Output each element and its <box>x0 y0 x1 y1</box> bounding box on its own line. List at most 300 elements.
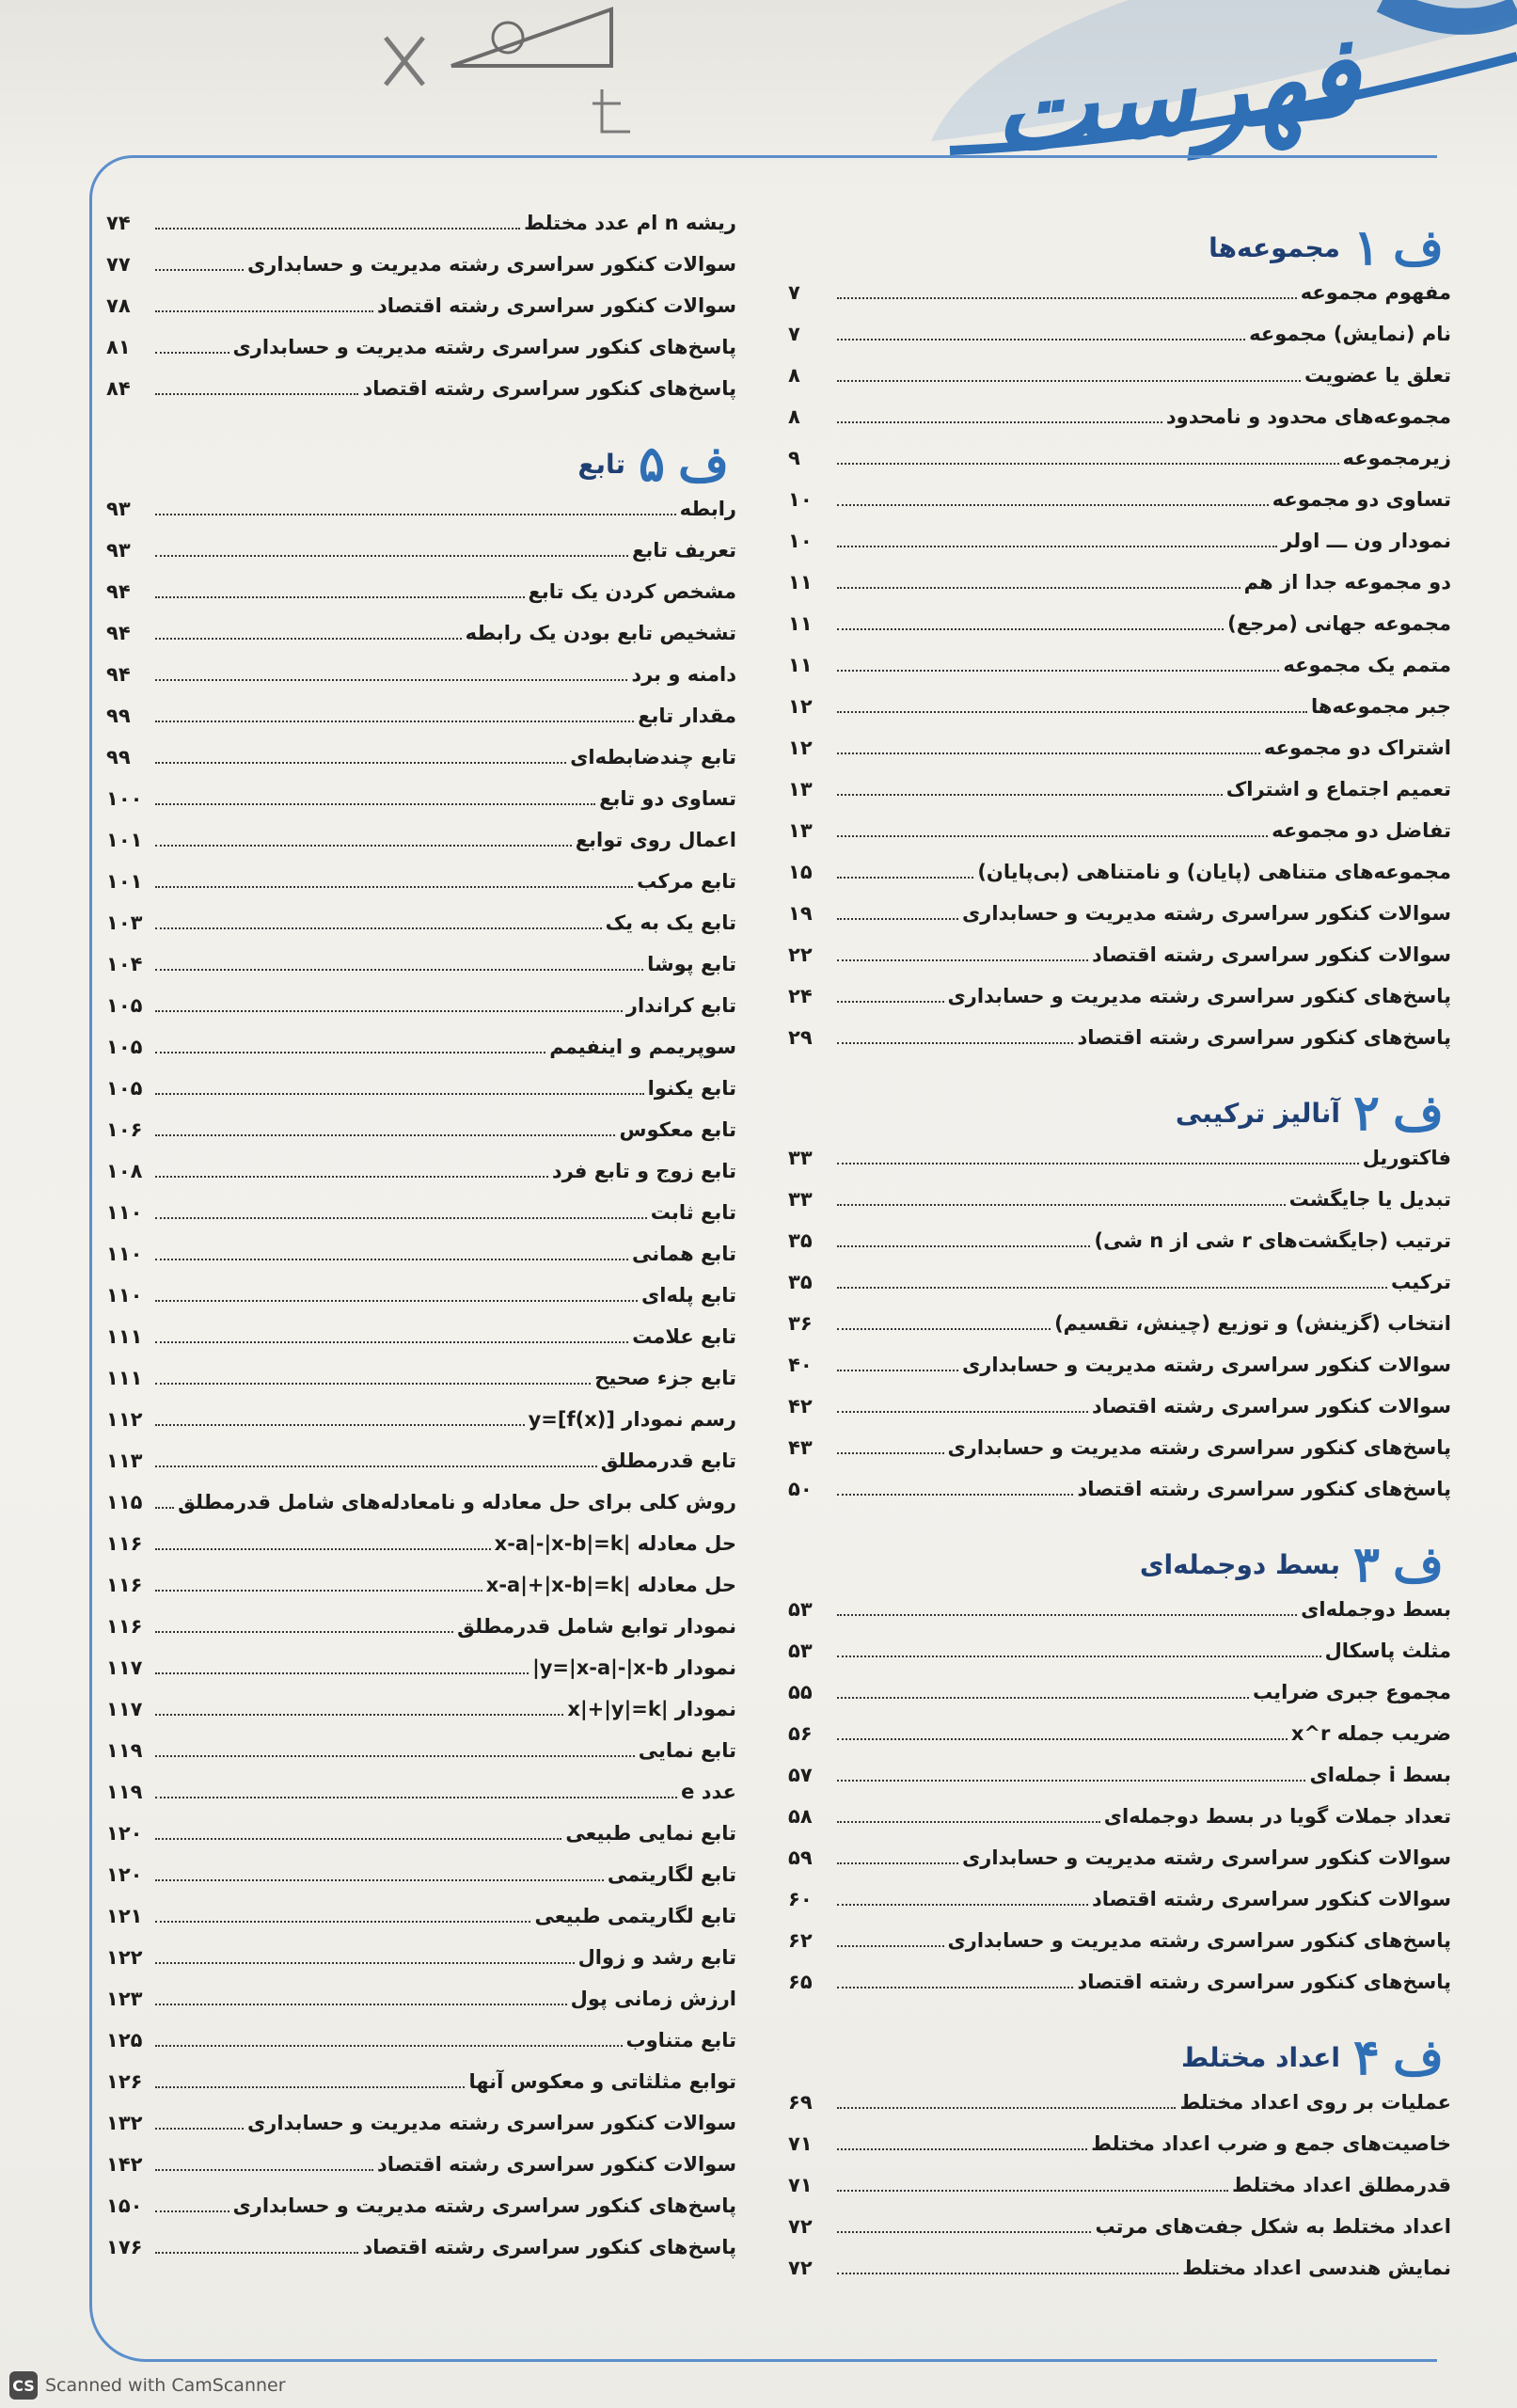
toc-entry <box>788 1846 1451 1888</box>
page-number: ۷ <box>788 323 800 345</box>
chapter-prefix: ف <box>678 435 729 493</box>
toc-entry <box>106 539 736 580</box>
entry-title: ضریب جمله x^r <box>1290 1722 1451 1745</box>
toc-entry <box>106 2194 736 2236</box>
dot-leader <box>155 1287 638 1302</box>
dot-leader <box>155 1204 647 1219</box>
toc-entry <box>106 2236 736 2277</box>
entry-title: اشتراک دو مجموعه <box>1263 737 1451 759</box>
entry-title: سوالات کنکور سراسری رشته مدیریت و حسابداری <box>962 1846 1451 1869</box>
dot-leader <box>837 1439 944 1454</box>
dot-leader <box>155 1908 530 1923</box>
entry-title: تشخیص تابع بودن یک رابطه <box>465 622 736 644</box>
entry-title: تابع مرکب <box>637 870 736 893</box>
dot-leader <box>837 1932 944 1947</box>
entry-title: تابع قدرمطلق <box>600 1450 736 1472</box>
dot-leader <box>155 256 244 271</box>
chapter-heading <box>788 1530 1451 1598</box>
toc-entry <box>106 663 736 705</box>
entry-title: سوالات کنکور سراسری رشته مدیریت و حسابداری <box>962 1354 1451 1376</box>
toc-entry <box>788 1395 1451 1436</box>
page-number: ۱۱۲ <box>106 1408 143 1431</box>
entry-title: مجموعه‌های متناهی (پایان) و نامتناهی (بی‌پایان) <box>977 861 1451 883</box>
dot-leader <box>837 657 1279 672</box>
page-number: ۶۲ <box>788 1929 813 1952</box>
page-number: ۱۵۰ <box>106 2194 143 2217</box>
toc-entry <box>788 2091 1451 2132</box>
chapter-number: ۴ <box>1353 2028 1380 2086</box>
entry-title: پاسخ‌های کنکور سراسری رشته مدیریت و حسابداری <box>947 1436 1451 1459</box>
page-number: ۳۵ <box>788 1271 813 1293</box>
page-number: ۷۱ <box>788 2174 813 2196</box>
entry-title: سوالات کنکور سراسری رشته مدیریت و حسابداری <box>247 2112 736 2134</box>
entry-title: فاکتوریل <box>1362 1147 1451 1169</box>
entry-title: سوپریمم و اینفیمم <box>549 1036 736 1058</box>
entry-title: تابع همانی <box>632 1243 736 1265</box>
dot-leader <box>155 1866 604 1881</box>
page-number: ۱۰۶ <box>106 1118 143 1141</box>
page-number: ۸۱ <box>106 336 131 358</box>
page-number: ۱۱۳ <box>106 1450 143 1472</box>
dot-leader <box>155 997 623 1012</box>
dot-leader <box>837 905 958 920</box>
dot-leader <box>837 1891 1088 1906</box>
toc-entry <box>106 2112 736 2153</box>
entry-title: تابع یک به یک <box>605 911 736 934</box>
page-number: ۷۴ <box>106 212 131 234</box>
dot-leader <box>837 2135 1087 2150</box>
toc-right-column <box>788 202 1451 2298</box>
dot-leader <box>837 1973 1073 1988</box>
dot-leader <box>837 615 1224 630</box>
page-number: ۹۴ <box>106 663 131 686</box>
dot-leader <box>155 1038 545 1054</box>
chapter-title: آنالیز ترکیبی <box>1175 1097 1340 1129</box>
entry-title: اعداد مختلط به شکل جفت‌های مرتب <box>1095 2215 1451 2238</box>
entry-title: رابطه <box>679 498 736 520</box>
dot-leader <box>837 1191 1286 1206</box>
entry-title: مجموعه‌های محدود و نامحدود <box>1165 405 1451 428</box>
dot-leader <box>837 1356 958 1371</box>
toc-entry <box>106 746 736 787</box>
entry-title: سوالات کنکور سراسری رشته مدیریت و حسابداری <box>962 902 1451 925</box>
dot-leader <box>155 297 373 312</box>
dot-leader <box>155 1328 628 1343</box>
toc-entry <box>106 2029 736 2070</box>
toc-entry <box>106 829 736 870</box>
dot-leader <box>155 500 676 515</box>
dot-leader <box>155 1535 491 1550</box>
dot-leader <box>155 1990 567 2005</box>
dot-leader <box>155 1080 644 1095</box>
entry-title: تابع لگاریتمی <box>607 1863 736 1886</box>
dot-leader <box>837 1274 1387 1289</box>
dot-leader <box>837 1766 1305 1782</box>
dot-leader <box>155 1163 548 1178</box>
entry-title: سوالات کنکور سراسری رشته مدیریت و حسابداری <box>247 253 736 276</box>
entry-title: نمودار ون ـــ اولر <box>1281 530 1451 552</box>
dot-leader <box>155 1659 529 1674</box>
toc-entry <box>106 953 736 994</box>
entry-title: تابع جزء صحیح <box>594 1367 736 1389</box>
toc-entry <box>106 622 736 663</box>
dot-leader <box>155 542 628 557</box>
page-number: ۵۵ <box>788 1681 813 1703</box>
entry-title: پاسخ‌های کنکور سراسری رشته اقتصاد <box>1077 1478 1451 1500</box>
entry-title: توابع مثلثاتی و معکوس آنها <box>468 2070 736 2093</box>
toc-entry <box>106 336 736 377</box>
dot-leader <box>155 625 462 640</box>
page-number: ۱۱۷ <box>106 1656 143 1679</box>
dot-leader <box>837 863 973 879</box>
entry-title: رسم نمودار y=[f(x)] <box>528 1408 736 1431</box>
camscanner-logo: CS <box>9 2371 38 2400</box>
entry-title: تابع پوشا <box>647 953 736 975</box>
toc-entry <box>106 1905 736 1946</box>
chapter-number: ۵ <box>639 435 665 493</box>
toc-entry <box>106 498 736 539</box>
dot-leader <box>155 832 572 847</box>
toc-entry <box>788 1188 1451 1229</box>
entry-title: تساوی دو تابع <box>599 787 736 810</box>
entry-title: تابع علامت <box>632 1325 736 1348</box>
page-number: ۱۱۱ <box>106 1325 143 1348</box>
toc-entry <box>788 1971 1451 2012</box>
dot-leader <box>155 2239 358 2254</box>
page-number: ۱۰۰ <box>106 787 143 810</box>
toc-entry <box>788 571 1451 612</box>
entry-title: تابع ثابت <box>650 1201 736 1224</box>
toc-entry <box>788 1271 1451 1312</box>
entry-title: پاسخ‌های کنکور سراسری رشته اقتصاد <box>1077 1026 1451 1049</box>
entry-title: بسط دوجمله‌ای <box>1301 1598 1451 1621</box>
toc-entry <box>106 2070 736 2112</box>
chapter-prefix: ف <box>1393 2028 1444 2086</box>
page-number: ۷۲ <box>788 2215 813 2238</box>
entry-title: تابع کراندار <box>625 994 736 1017</box>
entry-title: تابع زوج و تابع فرد <box>551 1160 736 1182</box>
toc-entry <box>788 737 1451 778</box>
page-number: ۵۳ <box>788 1640 813 1662</box>
page-number: ۱۲۵ <box>106 2029 143 2052</box>
entry-title: تابع یکنوا <box>647 1077 736 1100</box>
toc-entry <box>788 1436 1451 1478</box>
entry-title: مشخص کردن یک تابع <box>528 580 736 603</box>
page-number: ۱۱۹ <box>106 1739 143 1762</box>
page-number: ۱۵ <box>788 861 813 883</box>
toc-entry <box>106 377 736 419</box>
entry-title: تعداد جملات گویا در بسط دوجمله‌ای <box>1103 1805 1451 1828</box>
watermark-text: Scanned with CamScanner <box>45 2375 286 2396</box>
page-number: ۷۸ <box>106 294 131 317</box>
page-number: ۱۹ <box>788 902 813 925</box>
toc-entry <box>788 2174 1451 2215</box>
chapter-heading <box>788 2023 1451 2091</box>
dot-leader <box>837 698 1307 713</box>
toc-entry <box>788 1929 1451 1971</box>
toc-entry <box>788 405 1451 447</box>
page-number: ۹۳ <box>106 498 131 520</box>
page-number: ۱۷۶ <box>106 2236 143 2258</box>
pencil-doodle <box>310 0 743 150</box>
toc-entry <box>106 1822 736 1863</box>
toc-entry <box>788 323 1451 364</box>
page-number: ۱۱۵ <box>106 1491 143 1513</box>
toc-entry <box>788 1681 1451 1722</box>
page-number: ۹۹ <box>106 705 131 727</box>
toc-entry <box>788 364 1451 405</box>
dot-leader <box>837 1642 1321 1657</box>
chapter-heading <box>788 1079 1451 1147</box>
entry-title: تابع نمایی طبیعی <box>565 1822 736 1845</box>
page-number: ۱۰ <box>788 488 813 511</box>
toc-entry <box>106 1201 736 1243</box>
dot-leader <box>837 325 1245 341</box>
dot-leader <box>837 1029 1073 1044</box>
entry-title: زیرمجموعه <box>1342 447 1451 469</box>
dot-leader <box>155 1370 591 1385</box>
dot-leader <box>837 2177 1228 2192</box>
entry-title: سوالات کنکور سراسری رشته اقتصاد <box>1091 1395 1451 1418</box>
entry-title: سوالات کنکور سراسری رشته اقتصاد <box>376 2153 736 2176</box>
page-title: فهرست <box>986 8 1366 179</box>
toc-entry <box>788 2257 1451 2298</box>
entry-title: تفاضل دو مجموعه <box>1272 819 1451 842</box>
dot-leader <box>155 1411 525 1426</box>
toc-entry <box>106 1367 736 1408</box>
dot-leader <box>155 1701 563 1716</box>
dot-leader <box>837 946 1088 961</box>
page-number: ۱۱۹ <box>106 1781 143 1803</box>
page-number: ۵۳ <box>788 1598 813 1621</box>
entry-title: متمم یک مجموعه <box>1283 654 1451 676</box>
dot-leader <box>155 1576 482 1592</box>
chapter-number: ۳ <box>1353 1535 1380 1593</box>
dot-leader <box>837 1684 1249 1699</box>
entry-title: انتخاب (گزینش) و توزیع (چینش، تقسیم) <box>1054 1312 1451 1335</box>
chapter-title: مجموعه‌ها <box>1209 231 1340 263</box>
dot-leader <box>837 532 1277 547</box>
dot-leader <box>155 707 634 722</box>
entry-title: نمودار |x|+|y|=k <box>567 1698 736 1720</box>
page-number: ۱۲ <box>788 695 813 718</box>
dot-leader <box>155 1452 597 1467</box>
chapter-number: ۲ <box>1353 1084 1380 1142</box>
dot-leader <box>155 1618 453 1633</box>
toc-left-column <box>106 212 736 2277</box>
dot-leader <box>837 988 944 1003</box>
toc-entry <box>788 1312 1451 1354</box>
toc-entry <box>106 1739 736 1781</box>
dot-leader <box>837 1601 1297 1616</box>
page-number: ۱۱ <box>788 654 813 676</box>
entry-title: ترتیب (جایگشت‌های r شی از n شی) <box>1094 1229 1451 1252</box>
page-number: ۱۲۰ <box>106 1863 143 1886</box>
entry-title: تابع پله‌ای <box>641 1284 736 1307</box>
dot-leader <box>155 380 358 395</box>
toc-entry <box>788 902 1451 943</box>
entry-title: تابع لگاریتمی طبیعی <box>534 1905 736 1927</box>
toc-entry <box>788 1640 1451 1681</box>
page-number: ۸ <box>788 405 800 428</box>
page-number: ۶۵ <box>788 1971 813 1993</box>
page-number: ۸ <box>788 364 800 387</box>
chapter-prefix: ف <box>1393 1084 1444 1142</box>
camscanner-watermark <box>0 2363 339 2408</box>
dot-leader <box>155 2032 623 2047</box>
entry-title: تابع متناوب <box>625 2029 736 2052</box>
toc-entry <box>788 1147 1451 1188</box>
dot-leader <box>837 822 1268 837</box>
page-number: ۹ <box>788 447 800 469</box>
entry-title: عملیات بر روی اعداد مختلط <box>1179 2091 1451 2114</box>
toc-entry <box>788 1026 1451 1068</box>
page-number: ۵۷ <box>788 1764 813 1786</box>
toc-entry <box>106 1450 736 1491</box>
chapter-prefix: ف <box>1393 1535 1444 1593</box>
dot-leader <box>155 1783 677 1798</box>
toc-entry <box>788 1354 1451 1395</box>
entry-title: پاسخ‌های کنکور سراسری رشته مدیریت و حسابداری <box>947 1929 1451 1952</box>
entry-title: تابع رشد و زوال <box>577 1946 736 1969</box>
toc-entry <box>788 943 1451 985</box>
dot-leader <box>837 367 1301 382</box>
dot-leader <box>155 666 627 681</box>
chapter-title: بسط دوجمله‌ای <box>1139 1548 1340 1580</box>
entry-title: تعمیم اجتماع و اشتراک <box>1225 778 1451 800</box>
toc-entry <box>106 1656 736 1698</box>
page-number: ۴۲ <box>788 1395 813 1418</box>
page-number: ۱۱۱ <box>106 1367 143 1389</box>
page-number: ۷۱ <box>788 2132 813 2155</box>
entry-title: پاسخ‌های کنکور سراسری رشته مدیریت و حسابداری <box>232 336 736 358</box>
entry-title: ریشه n ام عدد مختلط <box>524 212 736 234</box>
entry-title: روش کلی برای حل معادله و نامعادله‌های شامل قدرمطلق <box>178 1491 736 1513</box>
chapter-title: اعداد مختلط <box>1181 2041 1340 2073</box>
page-number: ۱۰۵ <box>106 994 143 1017</box>
page-number: ۳۳ <box>788 1147 813 1169</box>
page-number: ۲۴ <box>788 985 813 1007</box>
entry-title: پاسخ‌های کنکور سراسری رشته اقتصاد <box>1077 1971 1451 1993</box>
dot-leader <box>837 2259 1178 2274</box>
page-number: ۵۸ <box>788 1805 813 1828</box>
entry-title: اعمال روی توابع <box>575 829 736 851</box>
entry-title: قدرمطلق اعداد مختلط <box>1232 2174 1451 2196</box>
entry-title: تبدیل یا جایگشت <box>1288 1188 1451 1211</box>
dot-leader <box>155 583 525 598</box>
chapter-number: ۱ <box>1353 218 1380 277</box>
dot-leader <box>155 790 595 805</box>
page-number: ۳۶ <box>788 1312 813 1335</box>
page-number: ۴۰ <box>788 1354 813 1376</box>
toc-entry <box>106 1988 736 2029</box>
dot-leader <box>155 1121 615 1136</box>
dot-leader <box>155 2073 465 2088</box>
toc-entry <box>106 212 736 253</box>
dot-leader <box>837 1398 1088 1413</box>
dot-leader <box>837 408 1162 423</box>
dot-leader <box>837 574 1240 589</box>
dot-leader <box>837 1149 1359 1164</box>
dot-leader <box>837 1481 1073 1496</box>
entry-title: سوالات کنکور سراسری رشته اقتصاد <box>1091 1888 1451 1910</box>
dot-leader <box>837 284 1297 299</box>
toc-entry <box>106 787 736 829</box>
toc-entry <box>106 1491 736 1532</box>
toc-entry <box>106 1408 736 1450</box>
toc-entry <box>788 1478 1451 1519</box>
dot-leader <box>155 1494 174 1509</box>
page-number: ۳۳ <box>788 1188 813 1211</box>
page-number: ۷۷ <box>106 253 131 276</box>
page-number: ۱۲ <box>788 737 813 759</box>
page-number: ۲۹ <box>788 1026 813 1049</box>
toc-entry <box>788 695 1451 737</box>
toc-entry <box>106 1698 736 1739</box>
dot-leader <box>155 1742 635 1757</box>
page-number: ۷۲ <box>788 2257 813 2279</box>
page-number: ۴۳ <box>788 1436 813 1459</box>
page-number: ۱۱۰ <box>106 1201 143 1224</box>
page-number: ۱۰۸ <box>106 1160 143 1182</box>
dot-leader <box>155 914 602 929</box>
toc-entry <box>106 994 736 1036</box>
page-number: ۱۲۱ <box>106 1905 143 1927</box>
dot-leader <box>837 1315 1051 1330</box>
page-number: ۱۲۶ <box>106 2070 143 2093</box>
toc-entry <box>106 1160 736 1201</box>
toc-entry <box>788 861 1451 902</box>
entry-title: نمایش هندسی اعداد مختلط <box>1182 2257 1451 2279</box>
page-number: ۵۰ <box>788 1478 813 1500</box>
entry-title: مجموع جبری ضرایب <box>1252 1681 1451 1703</box>
entry-title: تعلق یا عضویت <box>1304 364 1451 387</box>
entry-title: دامنه و برد <box>631 663 736 686</box>
page-number: ۱۱ <box>788 571 813 594</box>
toc-entry <box>788 985 1451 1026</box>
toc-entry <box>106 1118 736 1160</box>
page-number: ۱۰ <box>788 530 813 552</box>
page-number: ۱۱۷ <box>106 1698 143 1720</box>
toc-entry <box>788 447 1451 488</box>
dot-leader <box>837 739 1260 754</box>
dot-leader <box>155 873 633 888</box>
dot-leader <box>155 1245 628 1260</box>
toc-entry <box>106 1077 736 1118</box>
page-number: ۱۱۶ <box>106 1574 143 1596</box>
entry-title: پاسخ‌های کنکور سراسری رشته اقتصاد <box>362 377 736 400</box>
toc-entry <box>106 911 736 953</box>
page-number: ۱۳ <box>788 819 813 842</box>
dot-leader <box>155 956 643 971</box>
entry-title: ارزش زمانی پول <box>570 1988 736 2010</box>
toc-entry <box>106 1574 736 1615</box>
page-number: ۱۰۵ <box>106 1077 143 1100</box>
chapter-title: تابع <box>577 448 625 480</box>
toc-entry <box>106 1863 736 1905</box>
toc-entry <box>106 2153 736 2194</box>
toc-entry <box>788 1888 1451 1929</box>
page-number: ۱۲۲ <box>106 1946 143 1969</box>
entry-title: مقدار تابع <box>638 705 736 727</box>
entry-title: تعریف تابع <box>631 539 736 562</box>
toc-entry <box>788 2132 1451 2174</box>
entry-title: تابع چندضابطه‌ای <box>570 746 736 768</box>
entry-title: نمودار توابع شامل قدرمطلق <box>457 1615 736 1638</box>
toc-entry <box>788 612 1451 654</box>
page-number: ۱۱ <box>788 612 813 635</box>
page-number: ۱۰۱ <box>106 870 143 893</box>
